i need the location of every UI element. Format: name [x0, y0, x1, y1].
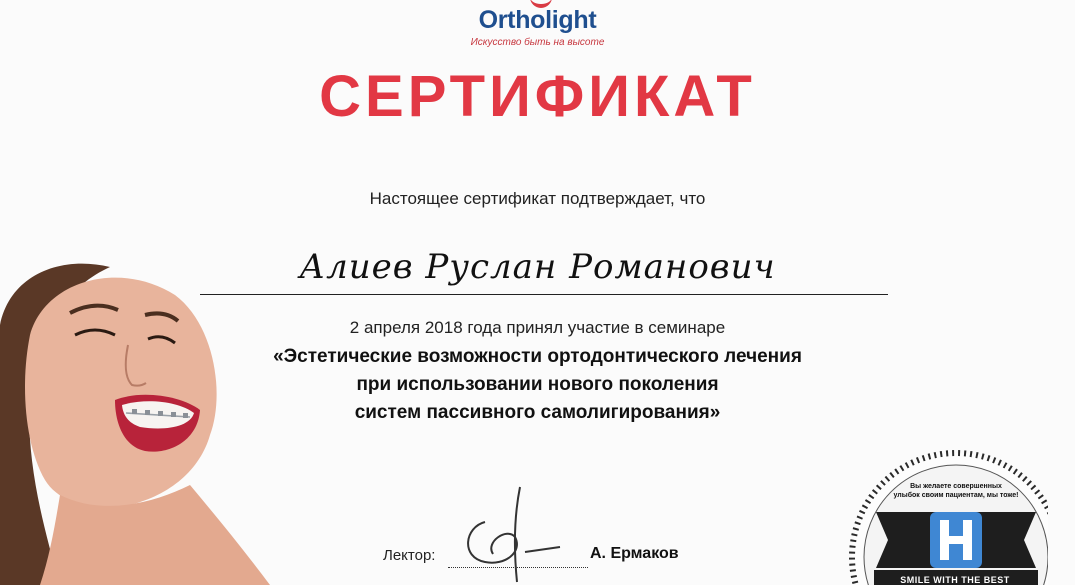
brand-slogan: Искусство быть на высоте	[470, 37, 605, 48]
seminar-title-line: при использовании нового поколения	[356, 374, 719, 395]
signature-line	[448, 567, 588, 568]
seminar-title-line: «Эстетические возможности ортодонтического лечения	[273, 346, 802, 367]
quality-badge	[848, 442, 1048, 585]
smiling-woman-portrait	[0, 255, 270, 585]
badge-message	[878, 482, 1034, 500]
seminar-title-line: систем пассивного самолигирования»	[354, 402, 721, 423]
seminar-date-line: 2 апреля 2018 года принял участие в семинаре	[349, 318, 726, 337]
recipient-name: Алиев Руслан Романович	[299, 247, 776, 287]
badge-message-line: Вы желаете совершенных	[910, 483, 1002, 490]
badge-message-line: улыбок своим пациентам, мы тоже!	[893, 492, 1019, 499]
badge-footer: SMILE WITH THE BEST	[900, 575, 1010, 585]
lecturer-signature	[445, 482, 585, 585]
recipient-underline	[200, 294, 888, 295]
h-letter-emblem-icon	[930, 512, 982, 568]
certificate-intro: Настоящее сертификат подтверждает, что	[369, 189, 706, 208]
brand-name: Ortholight	[478, 6, 597, 34]
lecturer-name: А. Ермаков	[590, 545, 679, 562]
certificate-title: СЕРТИФИКАТ	[319, 64, 756, 129]
lecturer-label: Лектор:	[383, 547, 436, 564]
